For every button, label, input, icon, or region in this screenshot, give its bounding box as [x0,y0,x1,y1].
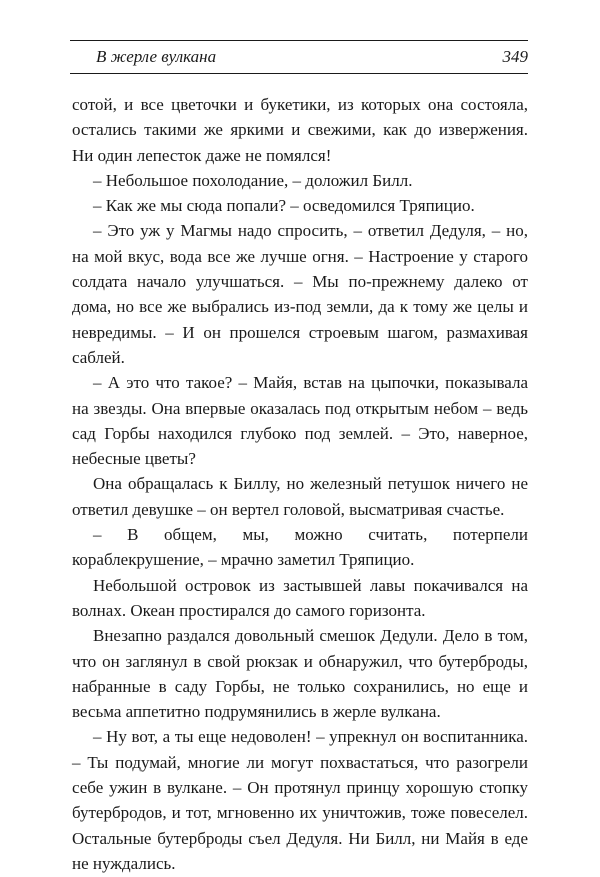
paragraph: – Как же мы сюда попали? – осведомился Тряпицио. [93,196,475,216]
paragraph: – В общем, мы, можно считать, потерпели кораблекрушение, – мрачно заметил Тряпицио. [72,525,528,570]
body-text [72,92,528,876]
paragraph: – А это что такое? – Майя, встав на цыпочки, показывала на звезды. Она впервые оказалась под открытым небом – ведь сад Горбы находился глубоко под землей. – Это, наверное, небесные цветы? [72,373,528,469]
paragraph: сотой, и все цветочки и букетики, из которых она состояла, остались такими же яркими и свежими, как до извержения. Ни один лепесток даже не помялся! [72,95,528,165]
running-title: В жерле вулкана [96,47,217,66]
paragraph: Она обращалась к Биллу, но железный петушок ничего не ответил девушке – он вертел головой, высматривая счастье. [72,474,528,519]
paragraph: – Ну вот, а ты еще недоволен! – упрекнул он воспитанника. – Ты подумай, многие ли могут похвастаться, что разогрели себе ужин в вулкане. – Он протянул принцу хорошую стопку бутербродов, и тот, мгновенно их уничтожив, тоже повеселел. Остальные бутерброды съел Дедуля. Ни Билл, ни Майя в еде не нуждались. [72,727,528,873]
paragraph: – Это уж у Магмы надо спросить, – ответил Дедуля, – но, на мой вкус, вода все же лучше огня. – Настроение у старого солдата начало улучшаться. – Мы по-прежнему далеко от дома, но все же выбрались из-под земли, да к тому же целы и невредимы. – И он прошелся строевым шагом, размахивая саблей. [72,221,528,367]
paragraph: Небольшой островок из застывшей лавы покачивался на волнах. Океан простирался до самого горизонта. [72,575,528,620]
paragraph: Внезапно раздался довольный смешок Дедули. Дело в том, что он заглянул в свой рюкзак и обнаружил, что бутерброды, набранные в саду Горбы, не только сохранились, но еще и весьма аппетитно подрумянились в жерле вулкана. [72,626,528,722]
page-number: 349 [502,47,528,66]
paragraph: – Небольшое похолодание, – доложил Билл. [93,170,413,190]
running-header [70,40,528,74]
